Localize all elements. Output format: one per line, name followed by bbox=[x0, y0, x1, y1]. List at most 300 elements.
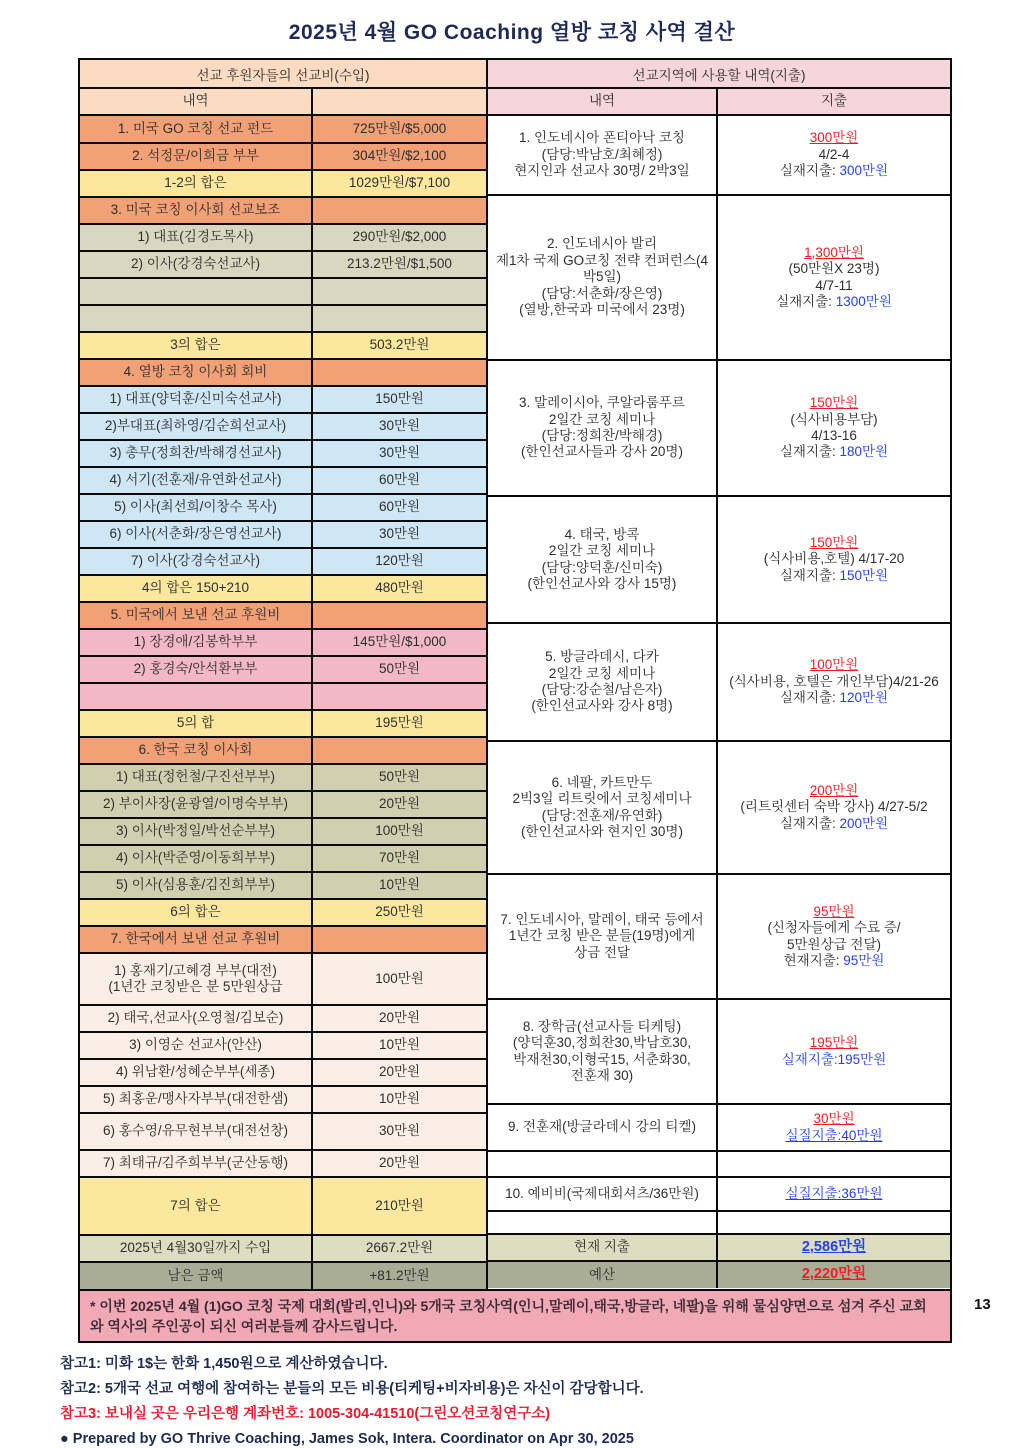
income-value-cell bbox=[313, 549, 486, 574]
income-item-cell bbox=[80, 495, 313, 520]
text-line: 전훈재 30) bbox=[570, 1067, 634, 1083]
text-line: 4) 서기(전훈재/유연화선교사) bbox=[109, 472, 282, 488]
income-value-cell bbox=[313, 225, 486, 250]
income-table-row bbox=[80, 954, 486, 1006]
amount-line bbox=[729, 674, 938, 690]
text-line: 2. 인도네시아 발리 bbox=[546, 236, 658, 252]
text-line: 20만원 bbox=[378, 1010, 421, 1026]
amount-value: 실재지출:195만원 bbox=[781, 1051, 887, 1067]
income-item-cell bbox=[80, 225, 313, 250]
amount-value: 95만원 bbox=[843, 952, 885, 968]
text-line: 1) 대표(양덕훈/신미숙선교사) bbox=[109, 391, 282, 407]
income-table-row bbox=[80, 144, 486, 171]
text-line: 7의 합은 bbox=[170, 1197, 221, 1213]
income-section bbox=[80, 60, 486, 1289]
income-value-cell bbox=[313, 333, 486, 358]
amount-value: (식사비용, 호텔은 개인부담)4/21-26 bbox=[729, 673, 939, 689]
income-value-cell bbox=[313, 414, 486, 439]
income-value-cell bbox=[313, 171, 486, 196]
text-line: 6. 네팔, 카트만두 bbox=[551, 774, 653, 790]
expense-amount-cell bbox=[718, 497, 950, 622]
amount-value: 200만원 bbox=[809, 782, 859, 798]
text-line: 10만원 bbox=[378, 877, 421, 893]
expense-item-cell bbox=[488, 1178, 718, 1210]
expense-amount-cell bbox=[718, 1235, 950, 1260]
income-table-row bbox=[80, 441, 486, 468]
expense-table-row bbox=[488, 1178, 950, 1212]
income-table-row bbox=[80, 522, 486, 549]
income-table-row bbox=[80, 1060, 486, 1087]
income-table-row bbox=[80, 1236, 486, 1263]
text-line: 120만원 bbox=[375, 553, 424, 569]
income-value-cell bbox=[313, 576, 486, 601]
income-item-cell bbox=[80, 387, 313, 412]
income-table-row bbox=[80, 116, 486, 144]
amount-label: 실재지출: bbox=[779, 567, 840, 583]
text-line: 2일간 코칭 세미나 bbox=[548, 543, 656, 559]
text-line: 20만원 bbox=[378, 796, 421, 812]
income-value-cell bbox=[313, 495, 486, 520]
amount-value: 120만원 bbox=[839, 690, 889, 706]
amount-label: 실재지출: bbox=[779, 163, 840, 179]
amount-value: 4/13-16 bbox=[811, 428, 857, 443]
text-line: 5) 최홍운/맹사자부부(대전한샘) bbox=[103, 1091, 288, 1107]
amount-label: 실재지출: bbox=[779, 444, 840, 460]
amount-value: (신청자들에게 수료 증/ bbox=[767, 920, 901, 936]
income-table-row bbox=[80, 1033, 486, 1060]
income-item-cell bbox=[80, 441, 313, 466]
income-item-cell bbox=[80, 306, 313, 331]
expense-table-row bbox=[488, 1212, 950, 1235]
amount-line bbox=[785, 1128, 882, 1144]
income-value-cell bbox=[313, 927, 486, 952]
income-item-cell bbox=[80, 198, 313, 223]
income-table-row bbox=[80, 279, 486, 306]
expense-amount-cell bbox=[718, 1262, 950, 1288]
text-line: 2) 이사(강경숙선교사) bbox=[130, 256, 261, 272]
income-item-cell bbox=[80, 927, 313, 952]
expense-item-cell bbox=[488, 875, 718, 998]
income-value-cell bbox=[313, 387, 486, 412]
income-table-row bbox=[80, 927, 486, 954]
income-item-cell bbox=[80, 738, 313, 763]
income-value-cell bbox=[313, 846, 486, 871]
expense-amount-cell bbox=[718, 742, 950, 873]
amount-line bbox=[813, 1111, 854, 1127]
income-value-cell bbox=[313, 954, 486, 1004]
income-value-cell bbox=[313, 765, 486, 790]
text-line: (한인선교사와 강사 15명) bbox=[527, 575, 677, 591]
amount-value: 200만원 bbox=[839, 815, 889, 831]
expense-item-cell bbox=[488, 1235, 718, 1260]
text-line: 213.2만원/$1,500 bbox=[347, 256, 452, 272]
text-line: 5의 합 bbox=[176, 715, 215, 731]
income-item-cell bbox=[80, 846, 313, 871]
expense-table-row bbox=[488, 742, 950, 875]
amount-line bbox=[776, 294, 892, 310]
income-value-cell bbox=[313, 1060, 486, 1085]
income-item-cell bbox=[80, 1060, 313, 1085]
expense-amount-cell bbox=[718, 1000, 950, 1103]
text-line: 50만원 bbox=[378, 769, 421, 785]
amount-line bbox=[780, 816, 888, 832]
income-item-cell bbox=[80, 549, 313, 574]
income-item-cell bbox=[80, 1263, 313, 1289]
text-line: (한인선교사들과 강사 20명) bbox=[521, 444, 683, 460]
text-line: 3) 이영순 선교사(안산) bbox=[129, 1037, 262, 1053]
text-line: 현재 지출 bbox=[574, 1239, 630, 1255]
income-value-cell bbox=[313, 1033, 486, 1058]
expense-item-cell bbox=[488, 361, 718, 495]
text-line: 1029만원/$7,100 bbox=[348, 175, 451, 191]
text-line: 10만원 bbox=[378, 1037, 421, 1053]
text-line: 3) 이사(박정일/박선순부부) bbox=[116, 823, 275, 839]
expense-col-item-header: 내역 bbox=[488, 89, 718, 114]
income-item-cell bbox=[80, 603, 313, 628]
income-value-cell bbox=[313, 792, 486, 817]
amount-value: 실질지출:40만원 bbox=[785, 1127, 883, 1143]
text-line: 6의 합은 bbox=[170, 904, 221, 920]
text-line: 예산 bbox=[588, 1266, 616, 1282]
text-line: 2일간 코칭 세미나 bbox=[548, 665, 656, 681]
amount-line bbox=[819, 147, 850, 163]
income-item-cell bbox=[80, 1236, 313, 1261]
text-line: 7. 인도네시아, 말레이, 태국 등에서 bbox=[500, 911, 704, 927]
text-line: 100만원 bbox=[375, 970, 424, 986]
amount-line bbox=[780, 163, 888, 179]
income-item-cell bbox=[80, 468, 313, 493]
income-item-cell bbox=[80, 819, 313, 844]
income-item-cell bbox=[80, 792, 313, 817]
thanks-note: * 이번 2025년 4월 (1)GO 코칭 국제 대회(발리,인니)와 5개국 코칭사역(인니,말레이,태국,방글라, 네팔)을 위해 물심양면으로 섬겨 주신 교회와 역사의 주인공이 되신 여러분들께 감사드립니다. bbox=[80, 1289, 950, 1341]
amount-value: 4/7-11 bbox=[815, 277, 853, 293]
expense-section-header bbox=[488, 60, 950, 89]
text-line: 2025년 4월30일까지 수입 bbox=[119, 1240, 272, 1256]
income-table-row bbox=[80, 333, 486, 360]
income-table-row bbox=[80, 684, 486, 711]
text-line: 2) 홍경숙/안석환부부 bbox=[133, 661, 258, 677]
expense-table-row bbox=[488, 1000, 950, 1105]
amount-line bbox=[784, 953, 885, 969]
income-item-cell bbox=[80, 630, 313, 655]
amount-line bbox=[804, 245, 864, 261]
expense-amount-cell bbox=[718, 1105, 950, 1150]
amount-value: 95만원 bbox=[813, 903, 855, 919]
income-value-cell bbox=[313, 1236, 486, 1261]
income-table-row bbox=[80, 1178, 486, 1236]
amount-value: 1,300만원 bbox=[804, 244, 864, 260]
text-line: (담당:서춘화/장은영) bbox=[541, 285, 663, 301]
text-line: 250만원 bbox=[375, 904, 424, 920]
expense-item-cell bbox=[488, 1105, 718, 1150]
amount-value: 150만원 bbox=[809, 395, 859, 411]
text-line: 725만원/$5,000 bbox=[352, 120, 447, 136]
text-line: 5) 이사(최선희/이창수 목사) bbox=[114, 499, 277, 515]
amount-value: 300만원 bbox=[839, 163, 889, 179]
text-line: 290만원/$2,000 bbox=[352, 229, 447, 245]
amount-value: (리트릿센터 숙박 강사) 4/27-5/2 bbox=[740, 799, 928, 815]
amount-value: 180만원 bbox=[839, 444, 889, 460]
text-line: 2) 태국,선교사(오영철/김보순) bbox=[107, 1010, 284, 1026]
amount-label: 실재지출: bbox=[776, 293, 836, 309]
income-item-cell bbox=[80, 252, 313, 277]
text-line: 70만원 bbox=[378, 850, 421, 866]
text-line: 3의 합은 bbox=[170, 337, 221, 353]
amount-line bbox=[785, 1186, 882, 1202]
expense-table-row bbox=[488, 1235, 950, 1262]
text-line: (담당:전훈재/유연화) bbox=[541, 807, 663, 823]
income-item-cell bbox=[80, 1178, 313, 1234]
text-line: +81.2만원 bbox=[369, 1267, 430, 1283]
footnote-prepared-by: ● Prepared by GO Thrive Coaching, James Sok, Intera. Coordinator on Apr 30, 2025 bbox=[60, 1431, 634, 1447]
text-line: 480만원 bbox=[375, 580, 424, 596]
text-line: 1-2의 합은 bbox=[164, 175, 227, 191]
amount-line bbox=[802, 1266, 866, 1284]
text-line: 6) 이사(서춘화/장은영선교사) bbox=[109, 526, 282, 542]
expense-table-row bbox=[488, 497, 950, 624]
income-value-cell bbox=[313, 116, 486, 142]
income-item-cell bbox=[80, 954, 313, 1004]
income-value-cell bbox=[313, 1114, 486, 1149]
footnote-1: 참고1: 미화 1$는 한화 1,450원으로 계산하였습니다. bbox=[60, 1356, 388, 1372]
amount-value: 5만원상급 전달) bbox=[786, 936, 881, 952]
income-item-cell bbox=[80, 333, 313, 358]
income-item-cell bbox=[80, 360, 313, 385]
amount-value: 100만원 bbox=[809, 657, 859, 673]
text-line: 195만원 bbox=[375, 715, 424, 731]
expense-table-row bbox=[488, 875, 950, 1000]
text-line: 8. 장학금(선교사들 티케팅) bbox=[522, 1018, 682, 1034]
amount-line bbox=[790, 412, 877, 428]
expense-col-expense-header: 지출 bbox=[820, 93, 848, 109]
text-line: 1) 대표(김경도목사) bbox=[137, 229, 254, 245]
text-line: 503.2만원 bbox=[369, 337, 430, 353]
income-table-row bbox=[80, 414, 486, 441]
income-item-cell bbox=[80, 1006, 313, 1031]
text-line: 2) 부이사장(윤광열/이명숙부부) bbox=[103, 796, 288, 812]
expense-section-header-label: 선교지역에 사용할 내역(지출) bbox=[632, 67, 806, 83]
income-value-cell bbox=[313, 1178, 486, 1234]
text-line: (한인선교사와 강사 8명) bbox=[531, 698, 673, 714]
income-value-cell bbox=[313, 252, 486, 277]
text-line: 20만원 bbox=[378, 1155, 421, 1171]
text-line: 1. 미국 GO 코칭 선교 펀드 bbox=[117, 120, 274, 136]
text-line: 150만원 bbox=[375, 391, 424, 407]
income-value-cell bbox=[313, 603, 486, 628]
text-line: 1) 장경애/김봉학부부 bbox=[133, 634, 258, 650]
income-item-cell bbox=[80, 144, 313, 169]
income-value-cell bbox=[313, 1263, 486, 1289]
expense-item-cell bbox=[488, 1152, 718, 1176]
expense-table-row bbox=[488, 1262, 950, 1288]
expense-item-cell bbox=[488, 1212, 718, 1233]
expense-amount-cell bbox=[718, 1178, 950, 1210]
text-line: 3. 말레이시아, 쿠알라룸푸르 bbox=[519, 395, 685, 411]
income-item-cell bbox=[80, 1114, 313, 1149]
text-line: 30만원 bbox=[378, 1123, 421, 1139]
income-section-header bbox=[80, 60, 486, 89]
text-line: 50만원 bbox=[378, 661, 421, 677]
expense-amount-cell bbox=[718, 624, 950, 740]
footnotes bbox=[60, 1352, 644, 1448]
income-item-cell bbox=[80, 765, 313, 790]
amount-line bbox=[782, 1052, 887, 1068]
income-value-cell bbox=[313, 306, 486, 331]
income-table-row bbox=[80, 738, 486, 765]
income-value-cell bbox=[313, 873, 486, 898]
income-table-row bbox=[80, 225, 486, 252]
amount-value: 300만원 bbox=[809, 130, 859, 146]
expense-item-cell bbox=[488, 742, 718, 873]
text-line: 현지인과 선교사 30명/ 2박3일 bbox=[514, 163, 690, 179]
text-line: 145만원/$1,000 bbox=[352, 634, 447, 650]
amount-line bbox=[810, 783, 859, 799]
text-line: (한인선교사와 현지인 30명) bbox=[521, 823, 683, 839]
text-line: 4의 합은 150+210 bbox=[141, 580, 250, 596]
amount-line bbox=[810, 535, 859, 551]
income-table-row bbox=[80, 252, 486, 279]
income-table-row bbox=[80, 198, 486, 225]
income-table-row bbox=[80, 576, 486, 603]
expense-table-row bbox=[488, 196, 950, 361]
amount-line bbox=[764, 551, 905, 567]
amount-label: 실재지출: bbox=[779, 690, 840, 706]
income-item-cell bbox=[80, 1151, 313, 1176]
text-line: 1) 대표(정헌철/구진선부부) bbox=[116, 769, 275, 785]
amount-line bbox=[787, 937, 881, 953]
expense-amount-cell bbox=[718, 196, 950, 359]
amount-line bbox=[802, 1239, 866, 1257]
amount-value: (식사비용,호텔) 4/17-20 bbox=[763, 551, 905, 567]
income-item-cell bbox=[80, 873, 313, 898]
expense-table-row bbox=[488, 1152, 950, 1178]
text-line: 10. 예비비(국제대회셔츠/36만원) bbox=[505, 1185, 699, 1201]
amount-line bbox=[815, 278, 852, 294]
income-value-cell bbox=[313, 198, 486, 223]
text-line: 30만원 bbox=[378, 526, 421, 542]
income-table-row bbox=[80, 360, 486, 387]
amount-line bbox=[810, 657, 859, 673]
expense-amount-cell bbox=[718, 875, 950, 998]
income-item-cell bbox=[80, 116, 313, 142]
income-value-cell bbox=[313, 657, 486, 682]
amount-line bbox=[810, 130, 859, 146]
amount-value: 2,586만원 bbox=[801, 1238, 867, 1255]
text-line: 4. 열방 코칭 이사회 회비 bbox=[123, 364, 268, 380]
income-table-row bbox=[80, 1114, 486, 1151]
amount-line bbox=[740, 799, 927, 815]
income-table-row bbox=[80, 657, 486, 684]
income-item-cell bbox=[80, 900, 313, 925]
footnote-3-account: 참고3: 보내실 곳은 우리은행 계좌번호: 1005-304-41510(그린오션코칭연구소) bbox=[60, 1406, 551, 1422]
text-line: 304만원/$2,100 bbox=[352, 148, 447, 164]
amount-label: 실재지출: bbox=[779, 815, 840, 831]
income-table-row bbox=[80, 846, 486, 873]
text-line: 3. 미국 코칭 이사회 선교보조 bbox=[110, 202, 281, 218]
income-table-row bbox=[80, 603, 486, 630]
expense-amount-cell bbox=[718, 1152, 950, 1176]
text-line: 2667.2만원 bbox=[365, 1240, 434, 1256]
expense-section bbox=[486, 60, 950, 1289]
text-line: 7) 이사(강경숙선교사) bbox=[130, 553, 261, 569]
amount-line bbox=[789, 261, 880, 277]
income-item-cell bbox=[80, 711, 313, 736]
text-line: 60만원 bbox=[378, 472, 421, 488]
text-line: 4) 이사(박준영/이동희부부) bbox=[116, 850, 275, 866]
page-number: 13 bbox=[974, 1296, 991, 1313]
income-table-row bbox=[80, 1087, 486, 1114]
text-line: 5) 이사(심용훈/김진희부부) bbox=[116, 877, 275, 893]
expense-column-header-row bbox=[488, 89, 950, 116]
expense-amount-cell bbox=[718, 116, 950, 194]
expense-item-cell bbox=[488, 196, 718, 359]
text-line: 6) 홍수영/유무현부부(대전선창) bbox=[103, 1123, 288, 1139]
amount-value: (식사비용부담) bbox=[790, 411, 878, 427]
text-line: 3) 총무(정희찬/박해경선교사) bbox=[109, 445, 282, 461]
text-line: 10만원 bbox=[378, 1091, 421, 1107]
text-line: 9. 전훈재(방글라데시 강의 티켙) bbox=[508, 1119, 696, 1135]
amount-value: 150만원 bbox=[839, 567, 889, 583]
text-line: 7) 최태규/김주희부부(군산동행) bbox=[103, 1155, 288, 1171]
text-line: 남은 금액 bbox=[167, 1267, 224, 1283]
amount-value: 2,220만원 bbox=[801, 1266, 867, 1283]
expense-table-row bbox=[488, 1105, 950, 1152]
amount-value: 150만원 bbox=[809, 534, 859, 550]
amount-line bbox=[811, 428, 857, 444]
text-line: 5. 미국에서 보낸 선교 후원비 bbox=[110, 607, 281, 623]
income-item-cell bbox=[80, 1087, 313, 1112]
text-line: 2. 석정문/이희금 부부 bbox=[132, 148, 259, 164]
amount-line bbox=[810, 1035, 859, 1051]
text-line: 2빅3일 리트릿에서 코칭세미나 bbox=[512, 791, 692, 807]
expense-table-row bbox=[488, 116, 950, 196]
footnote-2: 참고2: 5개국 선교 여행에 참여하는 분들의 모든 비용(티케팅+비자비용)은 자신이 감당합니다. bbox=[60, 1381, 644, 1397]
text-line: 박재천30,이형국15, 서춘화30, bbox=[513, 1051, 691, 1067]
income-table-row bbox=[80, 495, 486, 522]
income-value-cell bbox=[313, 819, 486, 844]
income-value-cell bbox=[313, 279, 486, 304]
income-value-cell bbox=[313, 468, 486, 493]
text-line: (양덕훈30,정희찬30,박남호30, bbox=[512, 1035, 692, 1051]
income-table-row bbox=[80, 711, 486, 738]
expense-table-row bbox=[488, 624, 950, 742]
text-line: (담당:강순철/남은자) bbox=[541, 682, 663, 697]
income-table-row bbox=[80, 630, 486, 657]
income-table-row bbox=[80, 873, 486, 900]
expense-item-cell bbox=[488, 1262, 718, 1288]
income-value-cell bbox=[313, 630, 486, 655]
text-line: 2)부대표(최하영/김순희선교사) bbox=[104, 418, 287, 434]
income-table-row bbox=[80, 171, 486, 198]
amount-value: 30만원 bbox=[813, 1111, 855, 1127]
income-value-cell bbox=[313, 711, 486, 736]
amount-label: 현재지출: bbox=[783, 952, 844, 968]
text-line: 7. 한국에서 보낸 선교 후원비 bbox=[110, 931, 281, 947]
income-item-cell bbox=[80, 171, 313, 196]
income-item-cell bbox=[80, 576, 313, 601]
income-item-cell bbox=[80, 1033, 313, 1058]
text-line: 1년간 코칭 받은 분들(19명)에게 bbox=[508, 928, 696, 944]
income-value-cell bbox=[313, 360, 486, 385]
text-line: 1. 인도네시아 폰티아낙 코칭 bbox=[519, 130, 685, 146]
income-item-cell bbox=[80, 684, 313, 709]
amount-value: 실질지출:36만원 bbox=[785, 1185, 883, 1201]
amount-value: (50만원X 23명) bbox=[788, 261, 880, 277]
income-table-row bbox=[80, 1151, 486, 1178]
income-table-row bbox=[80, 1263, 486, 1289]
text-line: 2일간 코칭 세미나 bbox=[548, 411, 656, 427]
text-line: (1년간 코칭받은 분 5만원상급 bbox=[108, 979, 283, 994]
